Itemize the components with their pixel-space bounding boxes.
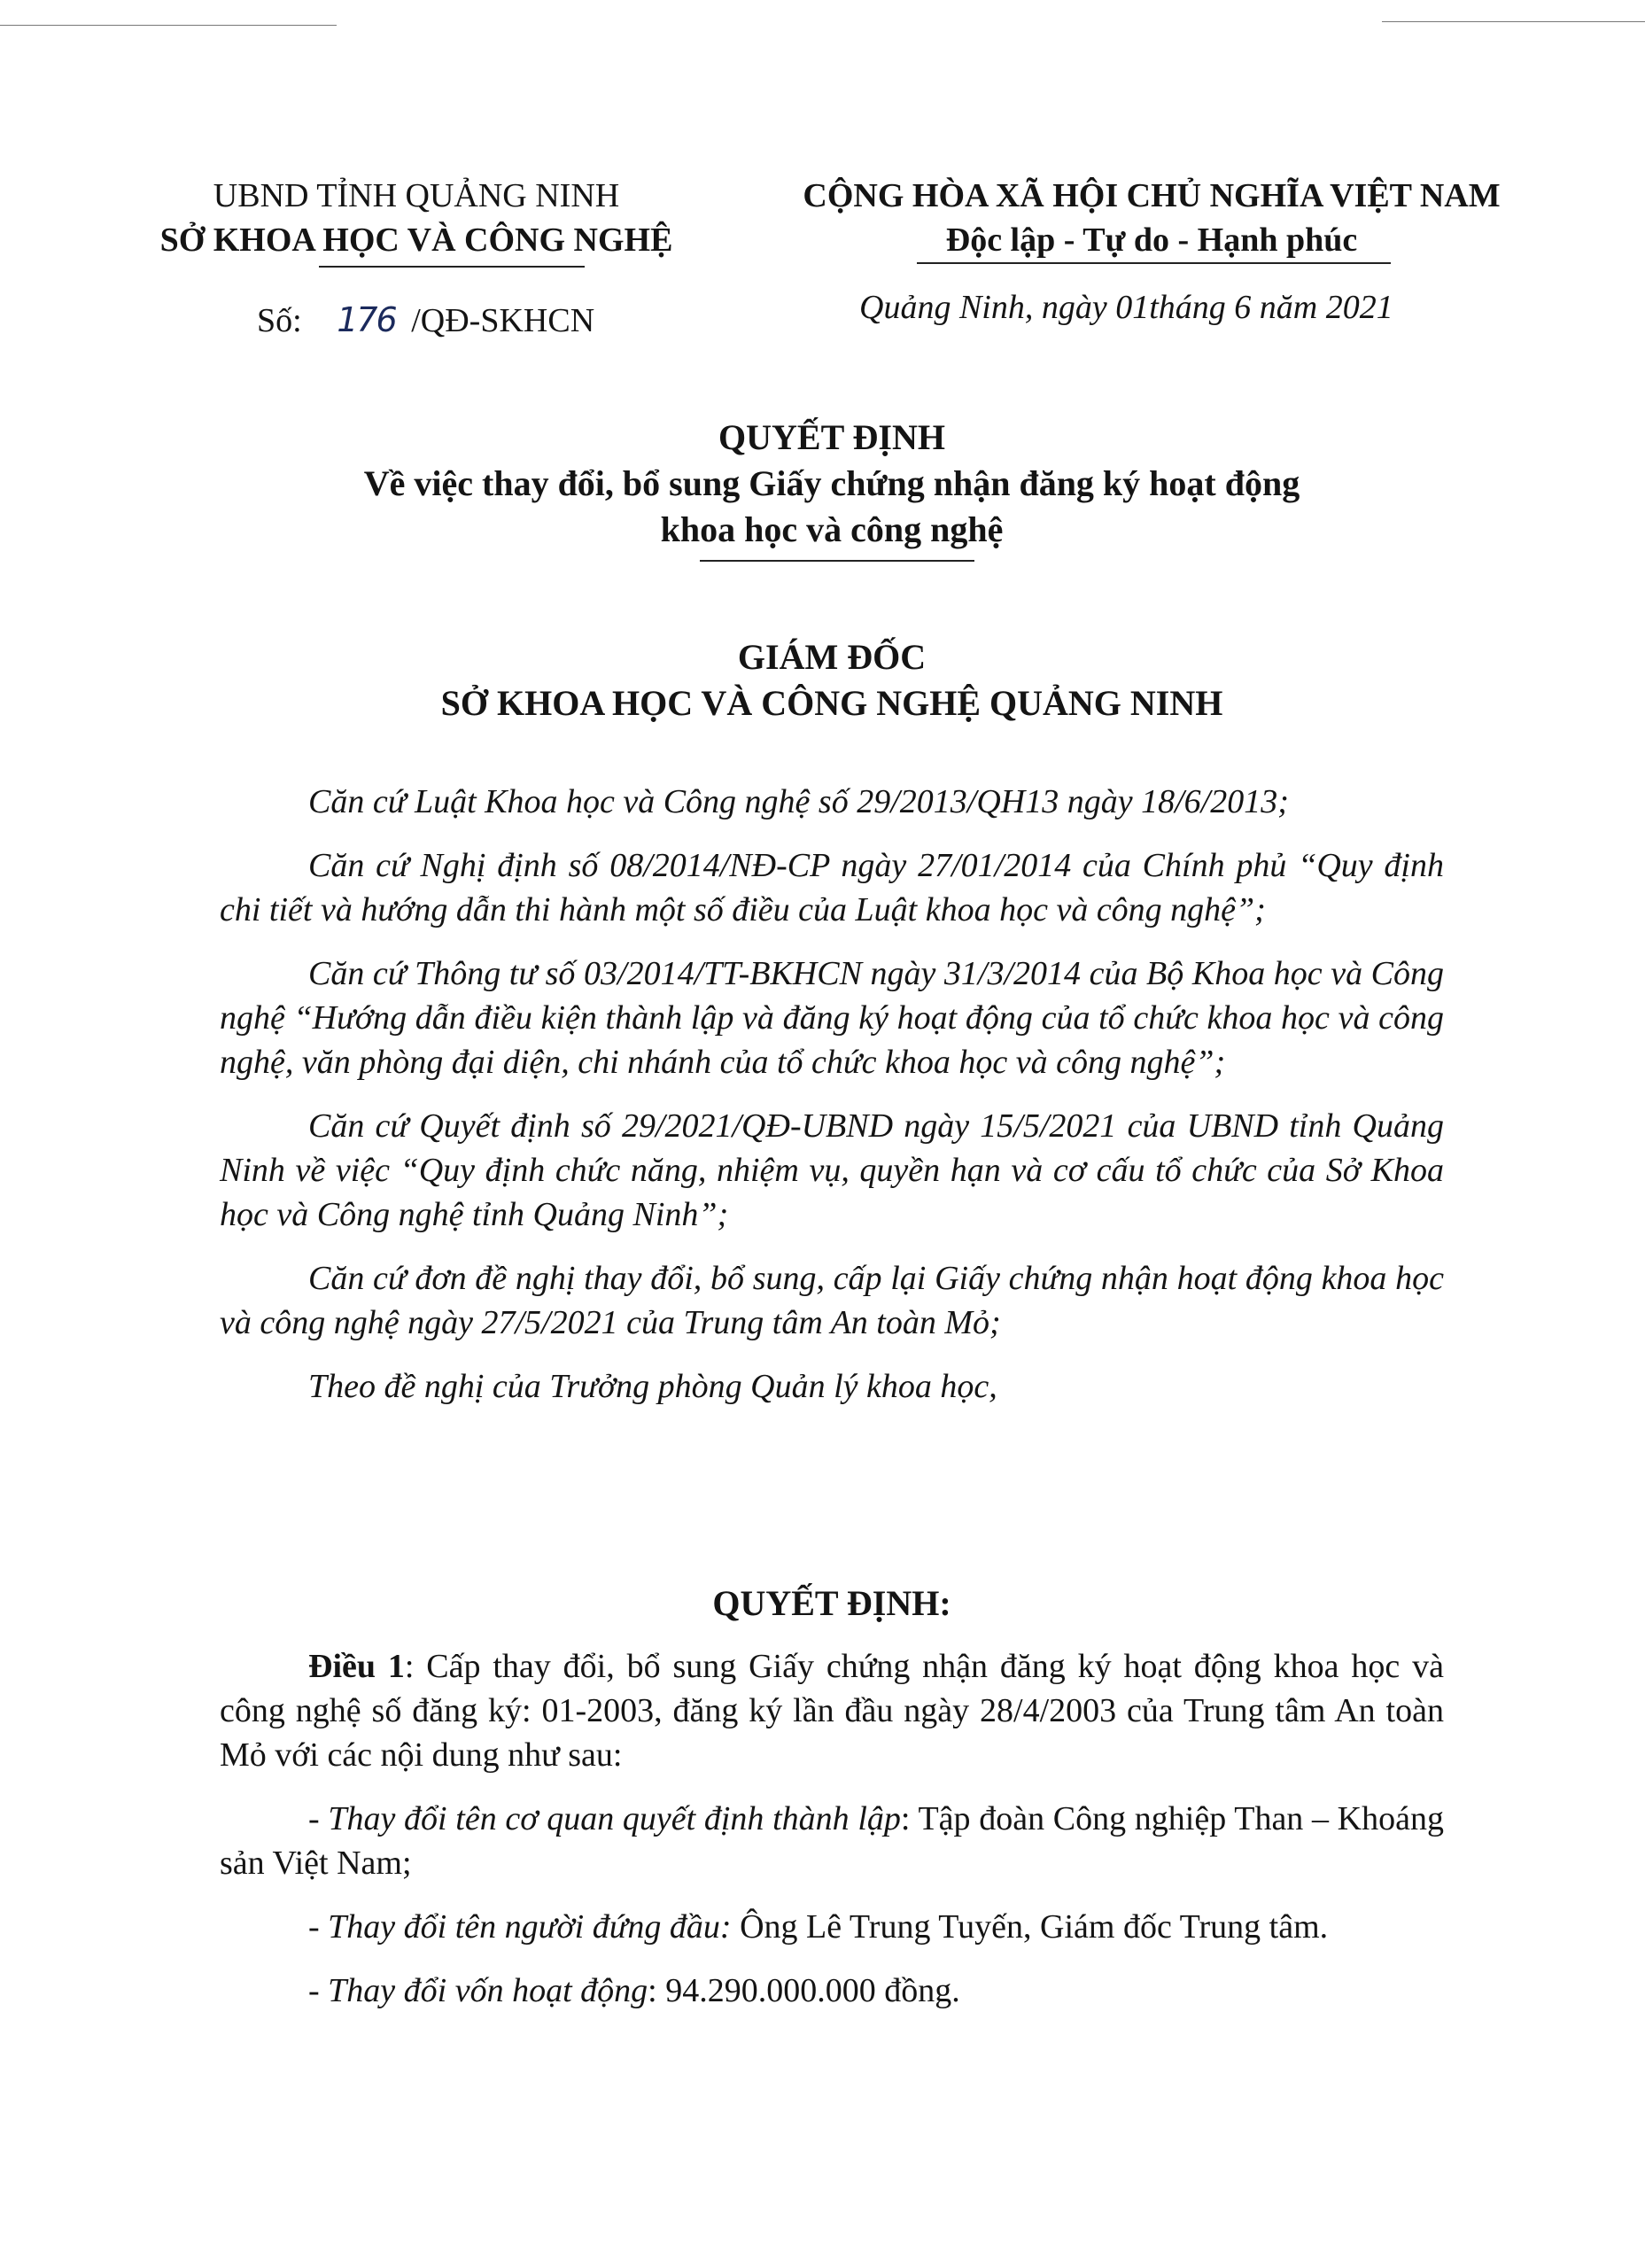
- article-1-item: [220, 1905, 1444, 1949]
- issuer-underline: [319, 266, 585, 268]
- scan-edge-line: [1382, 21, 1645, 22]
- article-1-item: [220, 1797, 1444, 1885]
- legal-basis-3: Căn cứ Thông tư số 03/2014/TT-BKHCN ngày 31/3/2014 của Bộ Khoa học và Công nghệ “Hướng dẫn điều kiện thành lập và đăng ký hoạt động của tổ chức khoa học và công nghệ, văn phòng đại diện, chi nhánh của tổ chức khoa học và công nghệ”;: [220, 955, 1444, 1081]
- item-label: - Thay đổi tên cơ quan quyết định thành lập: [308, 1800, 901, 1837]
- document-number: [257, 298, 594, 343]
- preamble: [220, 780, 1444, 1428]
- article-1-item: [220, 1969, 1444, 2013]
- legal-basis-4: Căn cứ Quyết định số 29/2021/QĐ-UBND ngày 15/5/2021 của UBND tỉnh Quảng Ninh về việc “Quy định chức năng, nhiệm vụ, quyền hạn và cơ cấu tổ chức của Sở Khoa học và Công nghệ tỉnh Quảng Ninh”;: [220, 1107, 1444, 1233]
- place-date: Quảng Ninh, ngày 01tháng 6 năm 2021: [859, 289, 1393, 326]
- issuer-province: UBND TỈNH QUẢNG NINH: [213, 177, 620, 214]
- title-subject-line2: khoa học và công nghệ: [660, 509, 1004, 549]
- item-value: 94.290.000.000 đồng.: [656, 1972, 960, 2009]
- authority-block: [220, 634, 1444, 726]
- number-prefix: Số:: [257, 302, 302, 339]
- scan-edge-line: [0, 25, 337, 26]
- item-value: Tập đoàn Công nghiệp Than – Khoáng sản Việt Nam;: [220, 1800, 1444, 1882]
- item-label: - Thay đổi vốn hoạt động: [308, 1972, 648, 2009]
- article-1: [220, 1644, 1444, 2032]
- issuer-block: [151, 174, 682, 262]
- title-subject-line1: Về việc thay đổi, bổ sung Giấy chứng nhận đăng ký hoạt động: [363, 463, 1300, 503]
- item-separator: :: [648, 1972, 657, 2009]
- article-1-text: : Cấp thay đổi, bổ sung Giấy chứng nhận đăng ký hoạt động khoa học và công nghệ số đăng ký: 01-2003, đăng ký lần đầu ngày 28/4/2003 của Trung tâm An toàn Mỏ với các nội dung như sau:: [220, 1648, 1445, 1774]
- title-main: QUYẾT ĐỊNH: [718, 417, 945, 457]
- motto: Độc lập - Tự do - Hạnh phúc: [945, 221, 1358, 259]
- proposal-basis: Theo đề nghị của Trưởng phòng Quản lý khoa học,: [308, 1368, 997, 1405]
- legal-basis-2: Căn cứ Nghị định số 08/2014/NĐ-CP ngày 27/01/2014 của Chính phủ “Quy định chi tiết và hướng dẫn thi hành một số điều của Luật khoa học và công nghệ”;: [220, 847, 1444, 928]
- issuer-department: SỞ KHOA HỌC VÀ CÔNG NGHỆ: [159, 221, 673, 259]
- document-title: [220, 415, 1444, 553]
- authority-department: SỞ KHOA HỌC VÀ CÔNG NGHỆ QUẢNG NINH: [440, 683, 1223, 723]
- item-label: - Thay đổi tên người đứng đầu:: [308, 1908, 732, 1946]
- article-1-intro: [220, 1644, 1444, 1777]
- decision-heading: QUYẾT ĐỊNH:: [712, 1583, 951, 1623]
- title-underline: [700, 560, 974, 562]
- authority-title: GIÁM ĐỐC: [737, 637, 927, 677]
- number-suffix: /QĐ-SKHCN: [411, 302, 595, 339]
- article-1-label: Điều 1: [308, 1648, 405, 1685]
- legal-basis-5: Căn cứ đơn đề nghị thay đổi, bổ sung, cấp lại Giấy chứng nhận hoạt động khoa học và công nghệ ngày 27/5/2021 của Trung tâm An toàn Mỏ;: [220, 1260, 1444, 1341]
- item-separator: :: [900, 1800, 911, 1837]
- motto-underline: [917, 262, 1391, 264]
- legal-basis-1: Căn cứ Luật Khoa học và Công nghệ số 29/2013/QH13 ngày 18/6/2013;: [308, 783, 1289, 820]
- item-value: Ông Lê Trung Tuyến, Giám đốc Trung tâm.: [731, 1908, 1329, 1946]
- handwritten-number: 176: [337, 300, 396, 339]
- national-motto-block: [780, 174, 1524, 262]
- country-name: CỘNG HÒA XÃ HỘI CHỦ NGHĨA VIỆT NAM: [803, 177, 1501, 214]
